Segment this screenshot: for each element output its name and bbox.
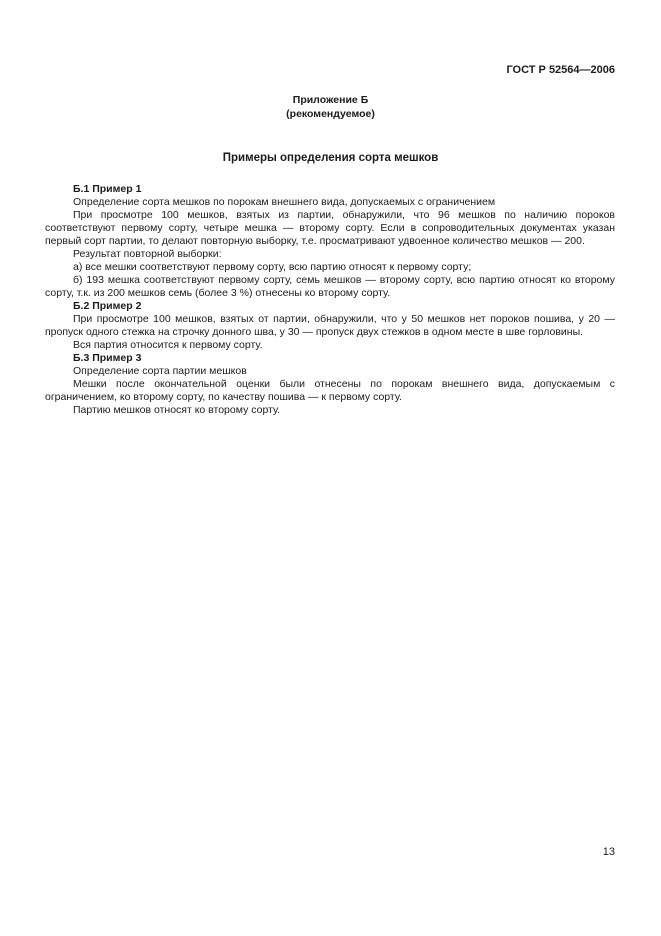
paragraph: Результат повторной выборки: — [73, 248, 222, 260]
paragraph: а) все мешки соответствуют первому сорту, всю партию относят к первому сорту; — [73, 261, 472, 273]
paragraph: Б.1 Пример 1 — [73, 183, 142, 195]
page-number: 13 — [602, 846, 615, 858]
paragraph: Определение сорта партии мешков — [73, 365, 247, 377]
annex-label: Приложение Б — [292, 94, 369, 106]
page-title: Примеры определения сорта мешков — [222, 152, 439, 164]
paragraph: б) 193 мешка соответствуют первому сорту, семь мешков — второму сорту, всю партию относят ко второму сорту, т.к. из 200 мешков семь (более 3 %) отнесены ко второму сорту. — [45, 274, 615, 299]
annex-heading — [0, 93, 661, 121]
body-text — [45, 183, 615, 417]
paragraph: Мешки после окончательной оценки были отнесены по порокам внешнего вида, допускаемым с ограничением, ко второму сорту, по качеству пошива — к первому сорту. — [45, 378, 615, 403]
annex-status: (рекомендуемое) — [286, 108, 375, 120]
paragraph: Б.3 Пример 3 — [73, 352, 142, 364]
paragraph: Вся партия относится к первому сорту. — [73, 339, 263, 351]
paragraph: Б.2 Пример 2 — [73, 300, 142, 312]
paragraph: Определение сорта мешков по порокам внешнего вида, допускаемых с ограничением — [73, 196, 496, 208]
paragraph: При просмотре 100 мешков, взятых из партии, обнаружили, что 96 мешков по наличию пороков соответствуют первому сорту, четыре мешка — второму сорту. Если в сопроводительных документах указан первый сорт партии, то делают повторную выборку, т.е. просматривают удвоенное количество мешков — 200. — [45, 209, 615, 247]
paragraph: Партию мешков относят ко второму сорту. — [73, 404, 281, 416]
paragraph: При просмотре 100 мешков, взятых от партии, обнаружили, что у 50 мешков нет пороков пошива, у 20 — пропуск одного стежка на строчку донного шва, у 30 — пропуск двух стежков в одном месте в шве горловины. — [45, 313, 615, 338]
doc-number: ГОСТ Р 52564—2006 — [506, 64, 615, 76]
